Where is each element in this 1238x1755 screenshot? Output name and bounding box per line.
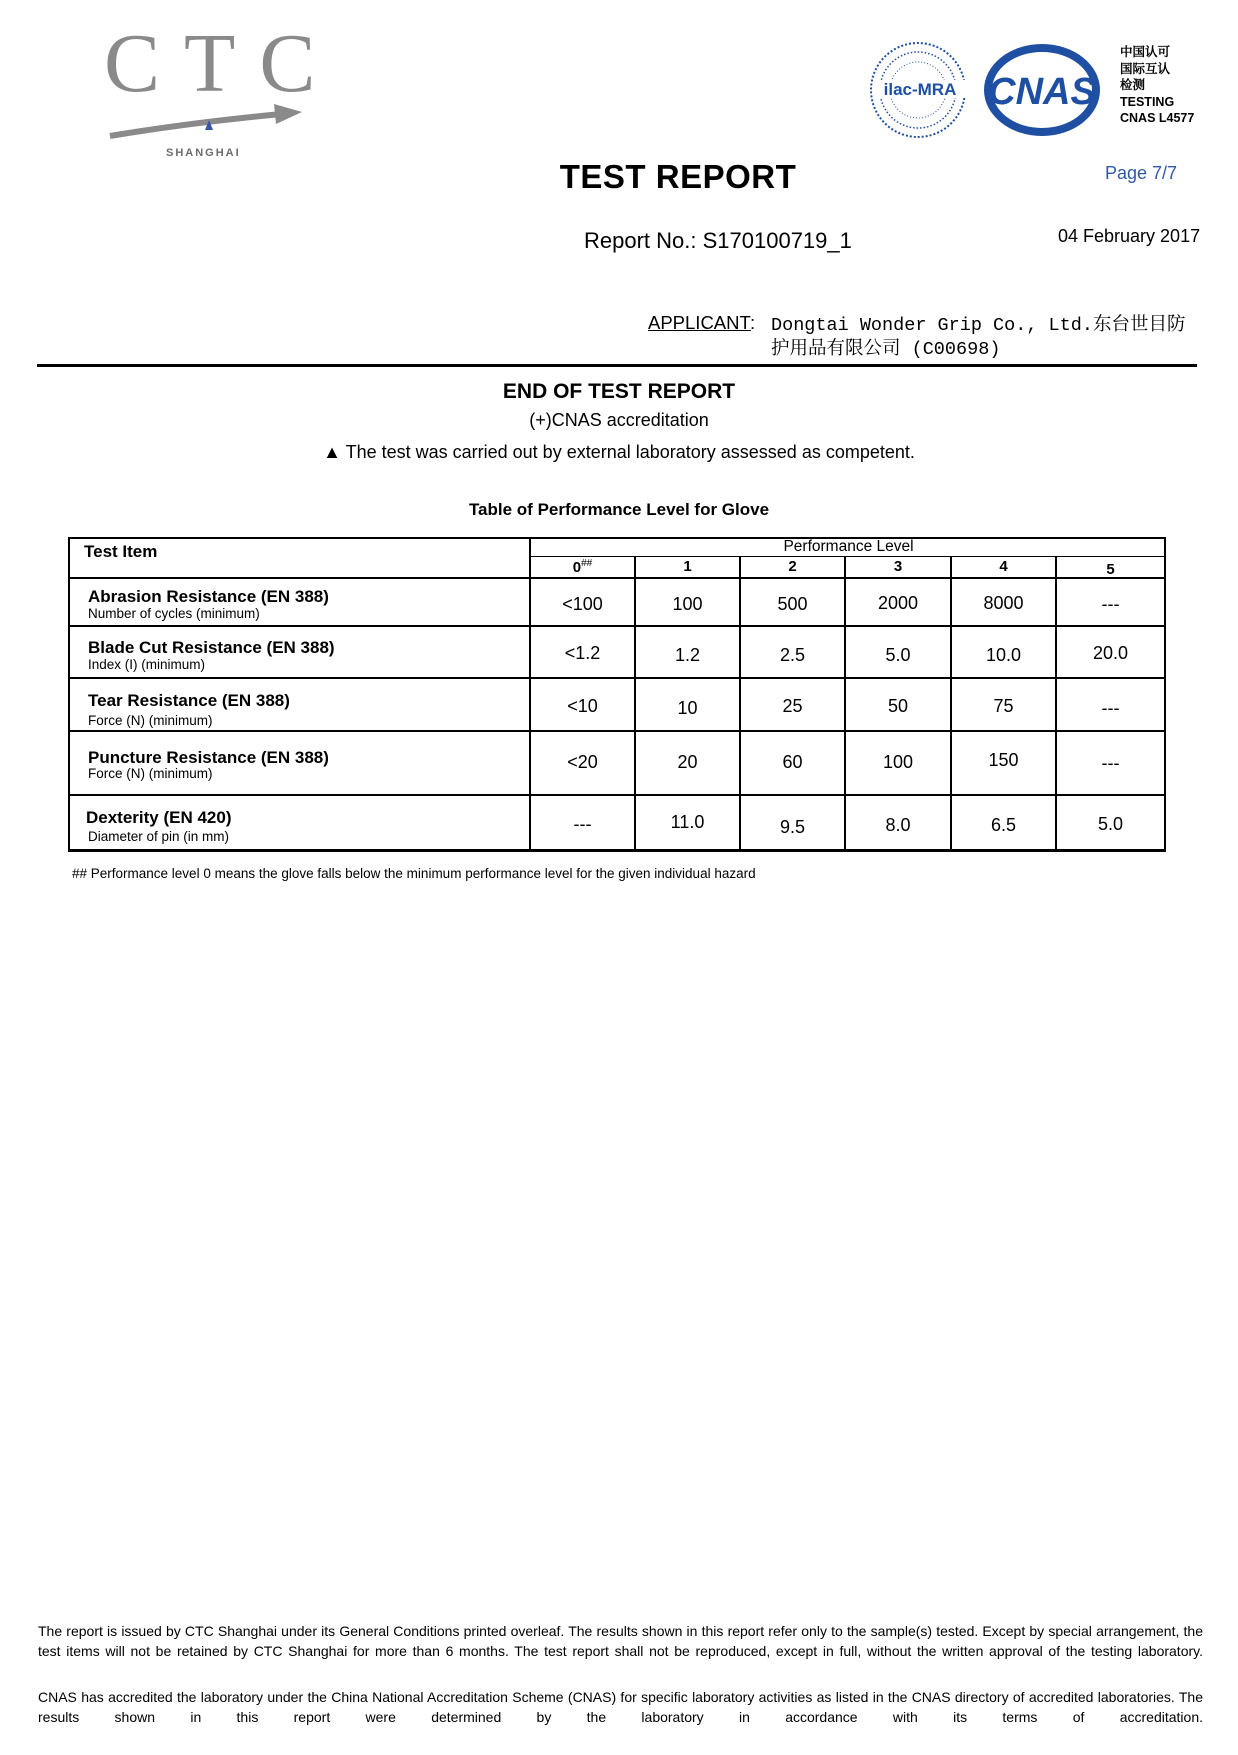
table-rule [68,730,1166,732]
ctc-arrow-icon [104,100,304,145]
ctc-logo-text [104,17,340,110]
external-lab-note: ▲ The test was carried out by external laboratory assessed as competent. [323,442,915,462]
row-puncture-sub: Force (N) (minimum) [88,766,213,781]
table-cell: 50 [887,696,909,716]
table-cell: 75 [993,696,1014,716]
level-header-5: 5 [1106,561,1115,578]
svg-text:CNAS: CNAS [988,71,1096,113]
table-cell: 5.0 [885,645,911,665]
level-header-0 [531,558,634,576]
row-tear-sub: Force (N) (minimum) [88,713,213,728]
cnas-line: TESTING [1120,94,1175,109]
row-tear-name: Tear Resistance (EN 388) [88,691,290,710]
table-cell: 9.5 [779,817,806,837]
level-header-1: 1 [683,558,692,575]
table-cell: <20 [567,752,598,772]
svg-text:ilac-MRA: ilac-MRA [883,80,957,99]
table-rule [68,794,1166,796]
cnas-logo-icon [978,40,1106,140]
row-abrasion-sub: Number of cycles (minimum) [88,606,260,621]
level-header-0-label: 0 [572,559,582,576]
table-cell: 60 [782,752,803,772]
applicant-label: APPLICANT [648,312,751,333]
applicant-name-line2: 护用品有限公司 (C00698) [771,339,1001,360]
row-blade-cut-sub: Index (I) (minimum) [88,657,206,672]
ilac-mra-seal-icon [868,40,973,140]
table-cell: --- [1101,753,1120,773]
row-blade-cut-name: Blade Cut Resistance (EN 388) [88,638,335,657]
header-divider [37,364,1197,367]
cnas-line: CNAS L4577 [1120,111,1195,125]
table-cell: 2.5 [779,645,806,665]
table-cell: --- [573,814,592,834]
table-title: Table of Performance Level for Glove [468,500,770,519]
ctc-logo-letters: CTC [104,17,340,110]
table-cell: 8000 [983,593,1024,613]
table-cell: 100 [882,752,914,772]
end-of-report-heading: END OF TEST REPORT [502,380,736,403]
table-rule [529,537,531,851]
table-cell: 20 [677,752,698,772]
table-cell: <1.2 [564,643,601,663]
table-rule [68,677,1166,679]
report-number: Report No.: S170100719_1 [584,228,852,253]
row-dexterity-sub: Diameter of pin (in mm) [88,829,230,844]
table-rule [68,577,1166,579]
table-cell: 10 [677,698,698,718]
table-cell: 8.0 [885,815,911,835]
table-border [68,537,70,851]
performance-level-header: Performance Level [783,538,914,555]
table-cell: --- [1101,594,1120,614]
level-header-2: 2 [788,558,797,575]
table-cell: <10 [567,696,598,716]
level-0-superscript: ## [581,558,593,569]
test-item-header: Test Item [84,542,158,561]
table-cell: 20.0 [1092,643,1129,663]
table-cell: --- [1101,698,1120,718]
cnas-accreditation-note: (+)CNAS accreditation [529,410,709,430]
performance-table [68,537,1166,851]
table-cell: 100 [672,594,703,614]
report-title: TEST REPORT [559,158,797,195]
table-cell: 5.0 [1097,814,1124,834]
footer-paragraph-1: The report is issued by CTC Shanghai under its General Conditions printed overleaf. The results shown in this report refer only to the sample(s) tested. Except by special arrangement, the test items will not be retained by CTC Shanghai for more than 6 months. The test report shall not be reproduced, except in full, without the written approval of the testing laboratory. [38,1623,1203,1659]
row-dexterity-name: Dexterity (EN 420) [86,808,232,827]
table-cell: 6.5 [990,815,1017,835]
table-cell: <100 [562,594,603,614]
table-footnote: ## Performance level 0 means the glove falls below the minimum performance level for the given individual hazard [72,866,756,881]
table-cell: 1.2 [674,645,701,665]
table-cell: 150 [988,750,1019,770]
footer-paragraph-2: CNAS has accredited the laboratory under the China National Accreditation Scheme (CNAS) for specific laboratory activities as listed in the CNAS directory of accredited laboratories. The results shown in this report were determined by the laboratory in accordance with its terms of accreditation. [38,1689,1203,1725]
table-cell: 10.0 [985,645,1022,665]
footer-cnas-statement [38,1688,1203,1727]
cnas-line: 中国认可 [1120,45,1171,59]
table-border [1164,537,1166,851]
page-number: Page 7/7 [1105,163,1178,183]
table-cell: 2000 [877,593,919,613]
footer-disclaimer [38,1622,1203,1661]
cnas-accreditation-text [1120,44,1194,127]
cnas-line: 国际互认 [1120,61,1171,76]
table-cell: 11.0 [670,812,705,832]
level-header-3: 3 [893,558,903,575]
report-date: 04 February 2017 [1058,226,1201,246]
cnas-line: 检测 [1120,78,1146,92]
row-abrasion-name: Abrasion Resistance (EN 388) [88,587,329,606]
row-puncture-name: Puncture Resistance (EN 388) [88,748,329,767]
table-cell: 25 [782,696,803,716]
level-header-4: 4 [999,558,1008,575]
applicant-name-line1: Dongtai Wonder Grip Co., Ltd.东台世目防 [771,315,1186,336]
applicant-colon: : [750,312,756,333]
table-rule [530,556,1166,557]
table-cell: 500 [777,594,808,614]
table-rule [68,625,1166,627]
ctc-logo-city: SHANGHAI [166,147,241,159]
table-border [68,849,1166,852]
